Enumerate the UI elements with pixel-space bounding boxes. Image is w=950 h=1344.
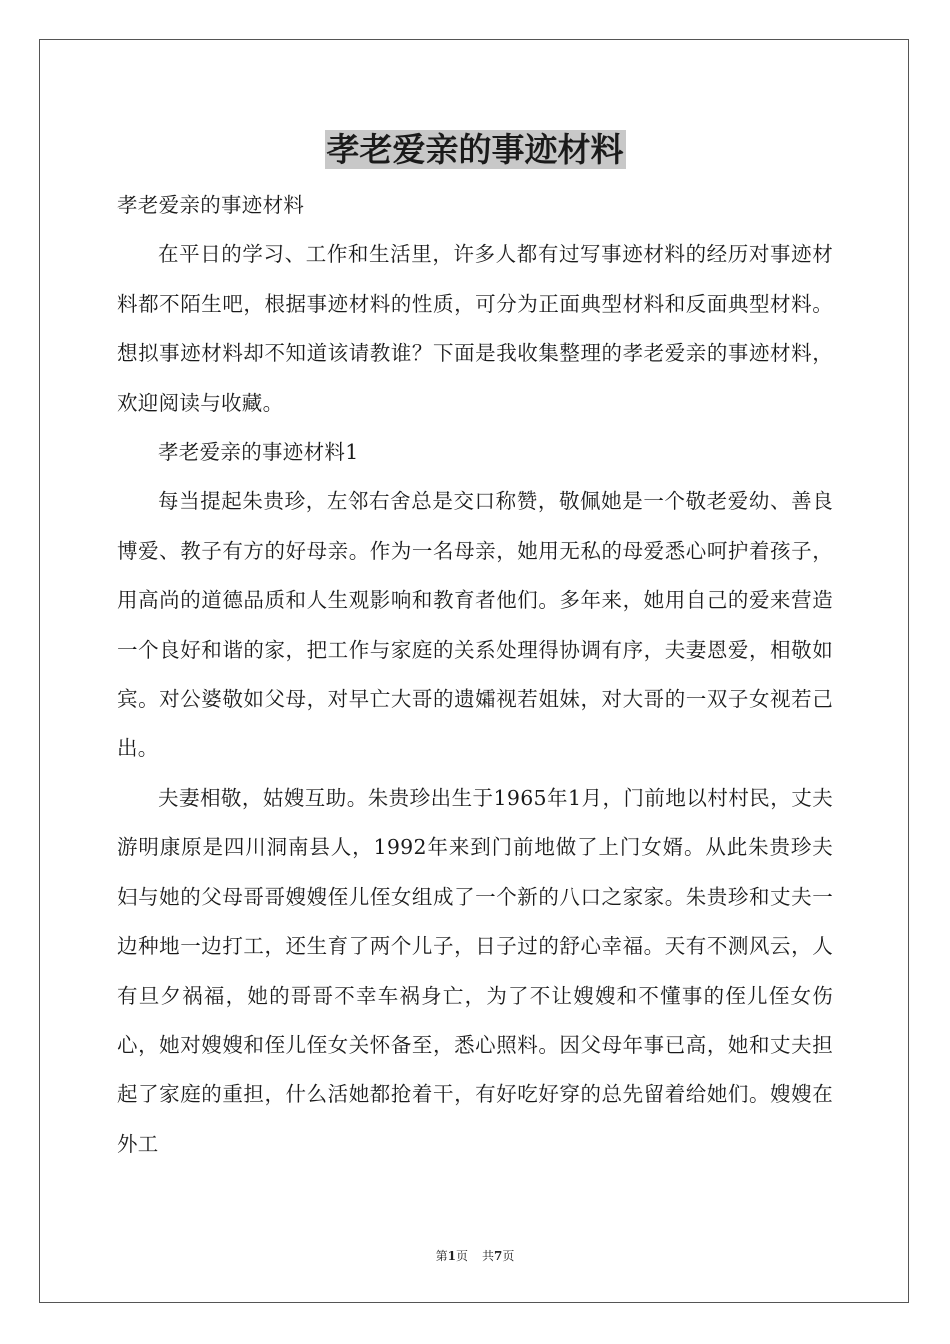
document-title [0,128,950,172]
current-page-number: 1 [447,1249,456,1263]
paragraph-body: 夫妻相敬，姑嫂互助。朱贵珍出生于1965年1月，门前地以村村民，丈夫游明康原是四川洞南县人，1992年来到门前地做了上门女婿。从此朱贵珍夫妇与她的父母哥哥嫂嫂侄儿侄女组成了一个新的八口之家家。朱贵珍和丈夫一边种地一边打工，还生育了两个儿子，日子过的舒心幸福。天有不测风云，人有旦夕祸福，她的哥哥不幸车祸身亡，为了不让嫂嫂和不懂事的侄儿侄女伤心，她对嫂嫂和侄儿侄女关怀备至，悉心照料。因父母年事已高，她和丈夫担起了家庭的重担，什么活她都抢着干，有好吃好穿的总先留着给她们。嫂嫂在外工 [117,785,833,1156]
paragraph-body: 每当提起朱贵珍，左邻右舍总是交口称赞，敬佩她是一个敬老爱幼、善良博爱、教子有方的好母亲。作为一名母亲，她用无私的母爱悉心呵护着孩子，用高尚的道德品质和人生观影响和教育者他们。多年来，她用自己的爱来营造一个良好和谐的家，把工作与家庭的关系处理得协调有序，夫妻恩爱，相敬如宾。对公婆敬如父母，对早亡大哥的遗孀视若姐妹，对大哥的一双子女视若己出。 [117,489,833,761]
page-footer [0,1248,950,1264]
section-heading: 孝老爱亲的事迹材料1 [158,440,359,465]
document-title-text: 孝老爱亲的事迹材料 [326,130,624,169]
total-page-count: 7 [494,1249,503,1263]
paragraph-subtitle: 孝老爱亲的事迹材料 [117,193,305,217]
page-number: 第1页 [435,1249,468,1263]
document-body [117,181,833,1169]
total-pages: 共7页 [482,1249,515,1263]
paragraph-intro: 在平日的学习、工作和生活里，许多人都有过写事迹材料的经历对事迹材料都不陌生吧，根据事迹材料的性质，可分为正面典型材料和反面典型材料。想拟事迹材料却不知道该请教谁？下面是我收集整理的孝老爱亲的事迹材料，欢迎阅读与收藏。 [117,242,833,415]
